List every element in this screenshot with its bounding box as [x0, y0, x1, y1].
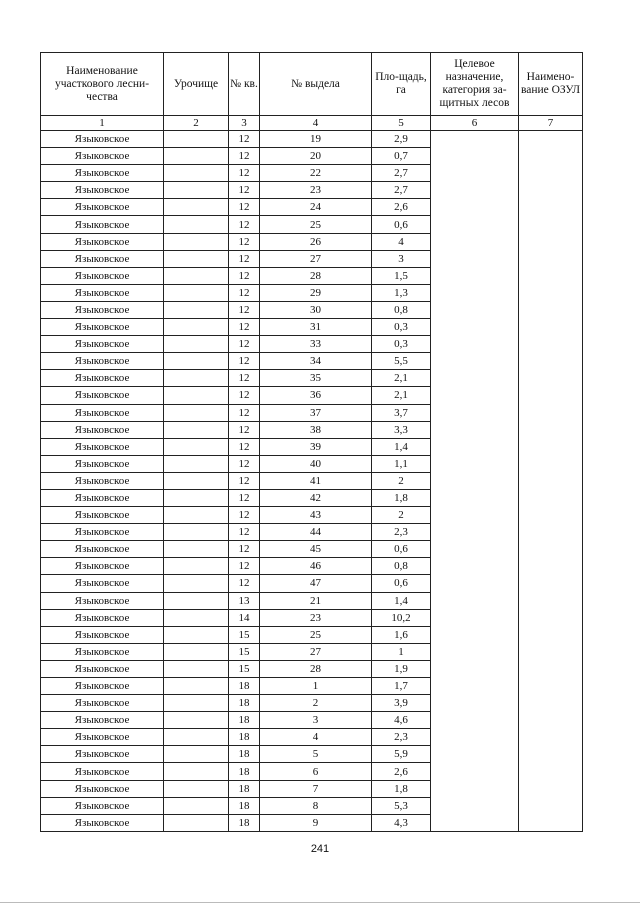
cell-area: 1: [372, 643, 431, 660]
cell-forestry: Языковское: [41, 507, 164, 524]
cell-forestry: Языковское: [41, 199, 164, 216]
cell-forestry: Языковское: [41, 216, 164, 233]
cell-tract: [164, 489, 229, 506]
cell-quarter: 12: [229, 524, 260, 541]
cell-section: 27: [260, 250, 372, 267]
cell-area: 0,6: [372, 541, 431, 558]
cell-quarter: 12: [229, 250, 260, 267]
cell-tract: [164, 250, 229, 267]
cell-quarter: 12: [229, 541, 260, 558]
cell-tract: [164, 216, 229, 233]
cell-area: 1,4: [372, 438, 431, 455]
cell-quarter: 12: [229, 575, 260, 592]
cell-area: 10,2: [372, 609, 431, 626]
cell-tract: [164, 558, 229, 575]
cell-quarter: 12: [229, 131, 260, 148]
cell-quarter: 12: [229, 387, 260, 404]
cell-area: 1,9: [372, 660, 431, 677]
cell-quarter: 12: [229, 267, 260, 284]
cell-tract: [164, 199, 229, 216]
table-body: [41, 131, 583, 832]
cell-area: 2,6: [372, 199, 431, 216]
cell-area: 0,8: [372, 301, 431, 318]
cell-area: 1,1: [372, 455, 431, 472]
cell-section: 22: [260, 165, 372, 182]
cell-section: 42: [260, 489, 372, 506]
cell-quarter: 12: [229, 489, 260, 506]
cell-tract: [164, 797, 229, 814]
cell-forestry: Языковское: [41, 233, 164, 250]
cell-section: 30: [260, 301, 372, 318]
cell-section: 25: [260, 216, 372, 233]
cell-ozul-merged: [519, 131, 583, 832]
cell-forestry: Языковское: [41, 712, 164, 729]
cell-forestry: Языковское: [41, 489, 164, 506]
cell-tract: [164, 182, 229, 199]
cell-section: 40: [260, 455, 372, 472]
cell-forestry: Языковское: [41, 284, 164, 301]
cell-quarter: 15: [229, 626, 260, 643]
cell-area: 0,7: [372, 148, 431, 165]
cell-section: 39: [260, 438, 372, 455]
cell-section: 36: [260, 387, 372, 404]
cell-quarter: 15: [229, 643, 260, 660]
cell-area: 3,9: [372, 695, 431, 712]
cell-purpose-merged: [431, 131, 519, 832]
cell-area: 0,3: [372, 336, 431, 353]
cell-forestry: Языковское: [41, 421, 164, 438]
cell-section: 27: [260, 643, 372, 660]
cell-quarter: 12: [229, 472, 260, 489]
cell-section: 28: [260, 660, 372, 677]
cell-area: 1,6: [372, 626, 431, 643]
cell-quarter: 12: [229, 370, 260, 387]
cell-tract: [164, 507, 229, 524]
cell-quarter: 12: [229, 233, 260, 250]
cell-forestry: Языковское: [41, 609, 164, 626]
column-number: 7: [519, 116, 583, 131]
cell-section: 21: [260, 592, 372, 609]
cell-area: 2,1: [372, 370, 431, 387]
cell-tract: [164, 370, 229, 387]
cell-forestry: Языковское: [41, 524, 164, 541]
header-section: № выдела: [260, 53, 372, 116]
cell-section: 8: [260, 797, 372, 814]
cell-area: 1,4: [372, 592, 431, 609]
column-number: 5: [372, 116, 431, 131]
cell-forestry: Языковское: [41, 182, 164, 199]
cell-forestry: Языковское: [41, 472, 164, 489]
cell-area: 2,9: [372, 131, 431, 148]
cell-area: 2,7: [372, 182, 431, 199]
cell-tract: [164, 472, 229, 489]
cell-quarter: 12: [229, 336, 260, 353]
cell-area: 1,5: [372, 267, 431, 284]
cell-section: 28: [260, 267, 372, 284]
cell-forestry: Языковское: [41, 301, 164, 318]
cell-quarter: 18: [229, 746, 260, 763]
cell-forestry: Языковское: [41, 780, 164, 797]
cell-section: 24: [260, 199, 372, 216]
cell-quarter: 18: [229, 678, 260, 695]
cell-area: 0,6: [372, 575, 431, 592]
cell-forestry: Языковское: [41, 438, 164, 455]
cell-tract: [164, 233, 229, 250]
cell-tract: [164, 353, 229, 370]
cell-area: 2,6: [372, 763, 431, 780]
cell-quarter: 12: [229, 182, 260, 199]
cell-section: 5: [260, 746, 372, 763]
cell-quarter: 12: [229, 353, 260, 370]
column-number: 6: [431, 116, 519, 131]
cell-quarter: 12: [229, 438, 260, 455]
cell-tract: [164, 267, 229, 284]
header-tract: Урочище: [164, 53, 229, 116]
cell-quarter: 18: [229, 814, 260, 831]
cell-tract: [164, 387, 229, 404]
cell-tract: [164, 746, 229, 763]
cell-forestry: Языковское: [41, 558, 164, 575]
header-purpose: Целевое назначение, категория за-щитных лесов: [431, 53, 519, 116]
cell-forestry: Языковское: [41, 763, 164, 780]
cell-tract: [164, 609, 229, 626]
cell-forestry: Языковское: [41, 729, 164, 746]
cell-forestry: Языковское: [41, 746, 164, 763]
header-area: Пло-щадь, га: [372, 53, 431, 116]
cell-tract: [164, 404, 229, 421]
cell-quarter: 12: [229, 455, 260, 472]
cell-tract: [164, 438, 229, 455]
cell-tract: [164, 729, 229, 746]
cell-quarter: 12: [229, 284, 260, 301]
cell-tract: [164, 284, 229, 301]
cell-tract: [164, 643, 229, 660]
cell-section: 33: [260, 336, 372, 353]
cell-area: 2: [372, 472, 431, 489]
cell-area: 0,6: [372, 216, 431, 233]
cell-forestry: Языковское: [41, 336, 164, 353]
forest-sections-table: [40, 52, 583, 832]
cell-section: 41: [260, 472, 372, 489]
cell-quarter: 12: [229, 216, 260, 233]
cell-section: 29: [260, 284, 372, 301]
cell-quarter: 13: [229, 592, 260, 609]
cell-section: 25: [260, 626, 372, 643]
cell-section: 23: [260, 182, 372, 199]
cell-forestry: Языковское: [41, 541, 164, 558]
cell-forestry: Языковское: [41, 148, 164, 165]
cell-forestry: Языковское: [41, 660, 164, 677]
column-number: 1: [41, 116, 164, 131]
cell-area: 1,8: [372, 780, 431, 797]
cell-section: 9: [260, 814, 372, 831]
cell-area: 3,3: [372, 421, 431, 438]
cell-tract: [164, 763, 229, 780]
cell-section: 37: [260, 404, 372, 421]
cell-quarter: 12: [229, 421, 260, 438]
cell-quarter: 18: [229, 729, 260, 746]
cell-area: 3,7: [372, 404, 431, 421]
cell-tract: [164, 319, 229, 336]
cell-quarter: 18: [229, 780, 260, 797]
cell-tract: [164, 678, 229, 695]
cell-quarter: 18: [229, 797, 260, 814]
cell-section: 19: [260, 131, 372, 148]
cell-area: 2: [372, 507, 431, 524]
cell-section: 46: [260, 558, 372, 575]
cell-tract: [164, 421, 229, 438]
cell-forestry: Языковское: [41, 592, 164, 609]
column-number: 3: [229, 116, 260, 131]
cell-section: 35: [260, 370, 372, 387]
cell-section: 26: [260, 233, 372, 250]
cell-section: 20: [260, 148, 372, 165]
cell-quarter: 12: [229, 199, 260, 216]
cell-section: 34: [260, 353, 372, 370]
cell-forestry: Языковское: [41, 319, 164, 336]
cell-forestry: Языковское: [41, 797, 164, 814]
cell-quarter: 14: [229, 609, 260, 626]
cell-section: 23: [260, 609, 372, 626]
column-number: 2: [164, 116, 229, 131]
cell-quarter: 18: [229, 712, 260, 729]
cell-section: 1: [260, 678, 372, 695]
cell-tract: [164, 592, 229, 609]
cell-tract: [164, 165, 229, 182]
cell-area: 5,9: [372, 746, 431, 763]
cell-area: 1,8: [372, 489, 431, 506]
cell-quarter: 18: [229, 763, 260, 780]
cell-section: 2: [260, 695, 372, 712]
table-header-row: [41, 53, 583, 116]
header-ozul: Наимено-вание ОЗУЛ: [519, 53, 583, 116]
cell-quarter: 15: [229, 660, 260, 677]
cell-tract: [164, 541, 229, 558]
cell-forestry: Языковское: [41, 404, 164, 421]
cell-section: 47: [260, 575, 372, 592]
cell-quarter: 12: [229, 319, 260, 336]
cell-area: 3: [372, 250, 431, 267]
cell-section: 44: [260, 524, 372, 541]
column-number-row: [41, 116, 583, 131]
cell-quarter: 12: [229, 148, 260, 165]
column-number: 4: [260, 116, 372, 131]
cell-quarter: 18: [229, 695, 260, 712]
cell-area: 0,8: [372, 558, 431, 575]
cell-quarter: 12: [229, 404, 260, 421]
cell-forestry: Языковское: [41, 626, 164, 643]
cell-forestry: Языковское: [41, 353, 164, 370]
page-bottom-edge: [0, 902, 640, 903]
cell-section: 43: [260, 507, 372, 524]
table-row: [41, 131, 583, 148]
cell-section: 38: [260, 421, 372, 438]
cell-section: 6: [260, 763, 372, 780]
cell-area: 4: [372, 233, 431, 250]
cell-area: 2,3: [372, 729, 431, 746]
cell-tract: [164, 814, 229, 831]
cell-tract: [164, 148, 229, 165]
cell-tract: [164, 712, 229, 729]
cell-area: 1,7: [372, 678, 431, 695]
cell-area: 4,3: [372, 814, 431, 831]
header-quarter: № кв.: [229, 53, 260, 116]
cell-tract: [164, 131, 229, 148]
cell-forestry: Языковское: [41, 250, 164, 267]
cell-tract: [164, 695, 229, 712]
cell-quarter: 12: [229, 165, 260, 182]
cell-quarter: 12: [229, 301, 260, 318]
cell-area: 5,5: [372, 353, 431, 370]
cell-area: 1,3: [372, 284, 431, 301]
cell-forestry: Языковское: [41, 267, 164, 284]
cell-forestry: Языковское: [41, 455, 164, 472]
cell-section: 7: [260, 780, 372, 797]
cell-tract: [164, 660, 229, 677]
cell-section: 4: [260, 729, 372, 746]
cell-tract: [164, 780, 229, 797]
cell-forestry: Языковское: [41, 165, 164, 182]
cell-area: 4,6: [372, 712, 431, 729]
cell-section: 3: [260, 712, 372, 729]
cell-area: 0,3: [372, 319, 431, 336]
cell-area: 5,3: [372, 797, 431, 814]
cell-forestry: Языковское: [41, 678, 164, 695]
page-number: 241: [310, 843, 330, 855]
cell-section: 45: [260, 541, 372, 558]
cell-section: 31: [260, 319, 372, 336]
cell-forestry: Языковское: [41, 814, 164, 831]
cell-area: 2,3: [372, 524, 431, 541]
cell-quarter: 12: [229, 558, 260, 575]
cell-tract: [164, 455, 229, 472]
cell-forestry: Языковское: [41, 387, 164, 404]
cell-quarter: 12: [229, 507, 260, 524]
cell-tract: [164, 336, 229, 353]
cell-tract: [164, 575, 229, 592]
cell-forestry: Языковское: [41, 695, 164, 712]
cell-forestry: Языковское: [41, 370, 164, 387]
cell-tract: [164, 301, 229, 318]
header-forestry: Наименование участкового лесни-чества: [41, 53, 164, 116]
cell-forestry: Языковское: [41, 575, 164, 592]
cell-tract: [164, 524, 229, 541]
cell-area: 2,1: [372, 387, 431, 404]
cell-forestry: Языковское: [41, 131, 164, 148]
cell-tract: [164, 626, 229, 643]
cell-area: 2,7: [372, 165, 431, 182]
cell-forestry: Языковское: [41, 643, 164, 660]
